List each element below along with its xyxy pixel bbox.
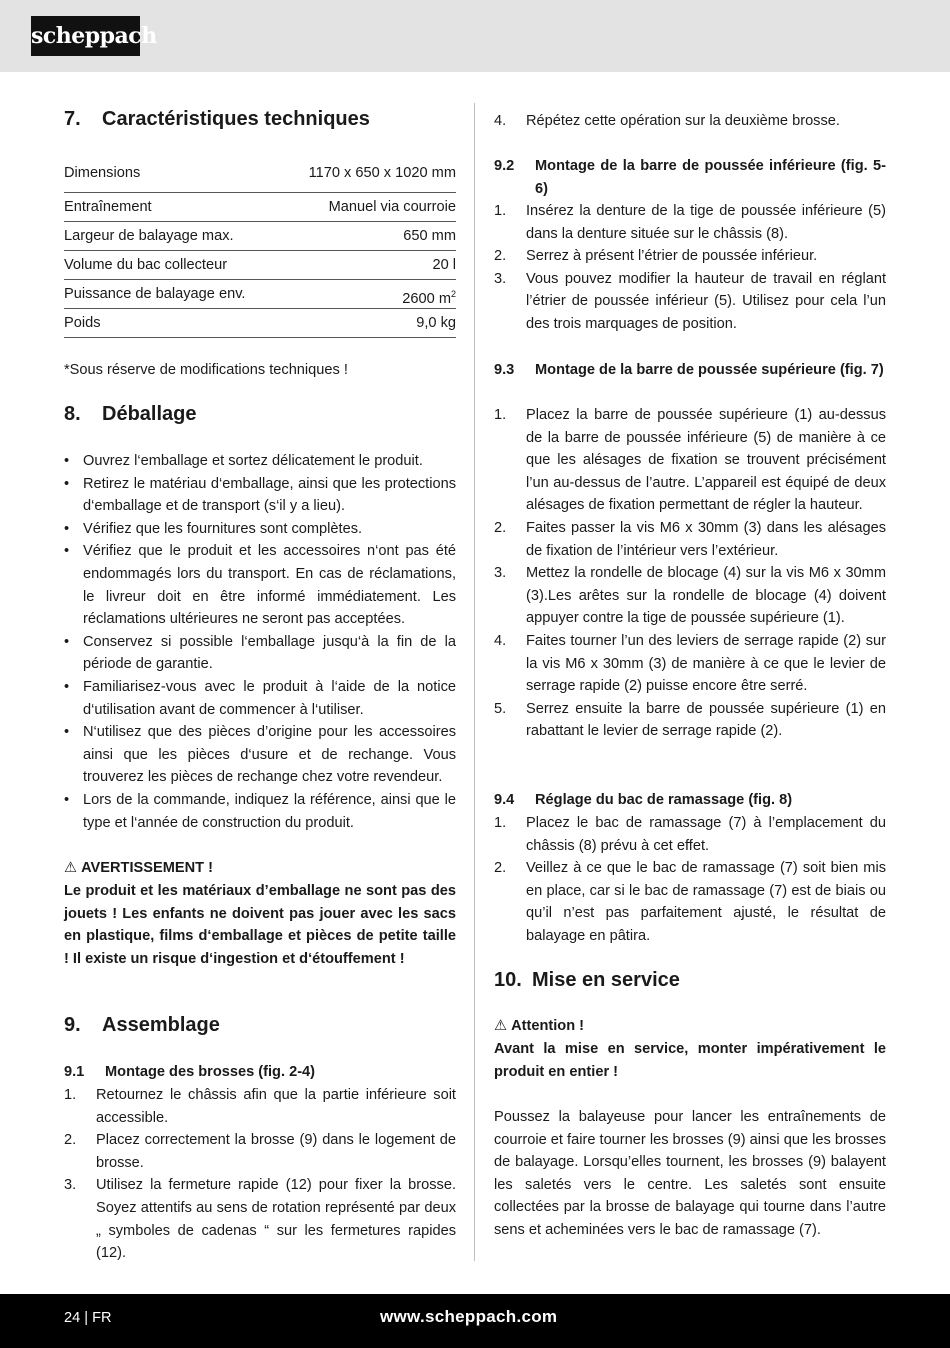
step-text: Placez correctement la brosse (9) dans le logement de brosse. <box>96 1132 456 1171</box>
spec-label: Poids <box>64 315 101 331</box>
step-number: 3. <box>494 565 507 582</box>
list-item <box>64 676 456 721</box>
list-item-text: Ouvrez l‘emballage et sortez délicatement le produit. <box>83 453 423 469</box>
list-item-text: Retirez le matériau d‘emballage, ainsi que les protections d‘emballage et de transport (s‘il y a lieu). <box>83 475 456 515</box>
list-item-text: Lors de la commande, indiquez la référence, ainsi que le type et l‘année de construction du produit. <box>83 791 456 831</box>
list-item <box>494 245 886 268</box>
subsection-9-1-heading <box>64 1061 456 1084</box>
warning-title <box>64 857 456 880</box>
bullet: • <box>64 520 70 537</box>
spec-row <box>64 280 456 309</box>
step-number: 3. <box>494 270 507 287</box>
spec-note: *Sous réserve de modifications techniques ! <box>64 362 348 378</box>
list-item <box>64 631 456 676</box>
page-number: 24 | FR <box>64 1310 112 1326</box>
subsection-number: 9.4 <box>494 792 515 808</box>
section-title: Déballage <box>102 403 197 425</box>
step-text: Utilisez la fermeture rapide (12) pour fixer la brosse. Soyez attentifs au sens de rotation représenté par deux „ symboles de cadenas “ sur les fermetures rapides (12). <box>96 1177 456 1262</box>
collector-steps <box>494 812 886 948</box>
spec-value: Manuel via courroie <box>328 199 456 215</box>
warning-text: Le produit et les matériaux d’emballage ne sont pas des jouets ! Les enfants ne doivent pas jouer avec les sacs en plastique, films d‘emballage et pièces de petite taille ! Il existe un risque d‘ingestion et d‘étouffement ! <box>64 883 456 967</box>
section-number: 9. <box>64 1014 81 1036</box>
step-text: Faites passer la vis M6 x 30mm (3) dans les alésages de fixation de l’intérieur vers l’extérieur. <box>526 519 886 559</box>
step-text: Vous pouvez modifier la hauteur de travail en réglant l’étrier de poussée inférieur (5). Utilisez pour cela l’un des trois marquages de position. <box>526 270 886 332</box>
step-text: Veillez à ce que le bac de ramassage (7) soit bien mis en place, car si le bac de ramassage (7) est de biais ou qu’il n’est pas parfaitement ajusté, le résultat de balayage en pâtira. <box>526 860 886 944</box>
attention-text: Avant la mise en service, monter impérativement le produit en entier ! <box>494 1041 886 1080</box>
bullet: • <box>64 453 70 469</box>
bullet: • <box>64 678 70 695</box>
bullet: • <box>64 543 70 560</box>
list-item-text: Familiarisez-vous avec le produit à l‘aide de la notice d‘utilisation avant de commencer à l‘utiliser. <box>83 678 456 718</box>
step-number: 1. <box>494 407 507 423</box>
section-9-heading <box>64 1013 456 1037</box>
step-text: Mettez la rondelle de blocage (4) sur la vis M6 x 30mm (3).Les arêtes sur la rondelle de blocage (4) doivent appuyer contre la tige de poussée supérieure (1). <box>526 565 886 627</box>
list-item <box>494 200 886 245</box>
subsection-title: Montage de la barre de poussée inférieure (fig. 5-6) <box>535 158 886 197</box>
list-item-text: Vérifiez que le produit et les accessoires n‘ont pas été endommagés lors du transport. En cas de réclamations, le livreur doit en être informé immédiatement. Les réclamations ultérieures ne seront pas acceptées. <box>83 543 456 628</box>
spec-row <box>64 193 456 222</box>
list-item <box>494 110 886 133</box>
list-item <box>64 473 456 518</box>
bullet: • <box>64 724 70 741</box>
warning-icon: ⚠ <box>494 1018 508 1034</box>
step-text: Faites tourner l’un des leviers de serrage rapide (2) sur la vis M6 x 30mm (3) de manière à ce que le levier de serrage rapide (2) puisse encore être serré. <box>526 632 886 695</box>
step-number: 4. <box>494 632 507 649</box>
spec-row <box>64 309 456 338</box>
warning-title-text: AVERTISSEMENT ! <box>81 860 213 876</box>
section-10-heading <box>494 968 886 992</box>
bullet: • <box>64 475 70 492</box>
section-title: Caractéristiques techniques <box>102 108 370 130</box>
list-item <box>494 698 886 743</box>
step-number: 2. <box>494 860 507 877</box>
list-item <box>64 518 456 541</box>
brush-steps-continued <box>494 110 886 133</box>
section-title: Mise en service <box>532 969 680 991</box>
list-item <box>494 517 886 562</box>
section-8-heading <box>64 402 456 426</box>
spec-value: 1170 x 650 x 1020 mm <box>308 165 456 181</box>
step-text: Retournez le châssis afin que la partie inférieure soit accessible. <box>96 1087 456 1126</box>
website-link[interactable]: www.scheppach.com <box>380 1307 558 1326</box>
unpacking-bullets <box>64 450 456 834</box>
scheppach-logo: scheppach <box>31 16 140 56</box>
step-number: 2. <box>64 1132 77 1149</box>
footer-bar <box>0 1294 950 1348</box>
list-item-text: Conservez si possible l‘emballage jusqu‘à la fin de la période de garantie. <box>83 633 456 673</box>
subsection-9-2-heading <box>494 155 886 200</box>
header-bar <box>0 0 950 72</box>
subsection-title: Réglage du bac de ramassage (fig. 8) <box>535 792 793 808</box>
list-item <box>64 1084 456 1129</box>
operation-body: Poussez la balayeuse pour lancer les entraînements de courroie et faire tourner les brosses (9) ainsi que les brosses de balayage. Lorsqu’elles tournent, les brosses (9) balayent les saletés vers le centre. Les saletés sont ensuite collectées par la brosse de balayage qui tourne dans l’autre sens et acheminées vers le bac de ramassage (7). <box>494 1109 886 1238</box>
section-number: 8. <box>64 403 81 425</box>
spec-row <box>64 251 456 280</box>
section-number: 10. <box>494 969 522 991</box>
step-text: Placez le bac de ramassage (7) à l’emplacement du châssis (8) prévu à cet effet. <box>526 815 886 854</box>
step-number: 3. <box>64 1177 77 1194</box>
spec-value: 650 mm <box>403 228 456 244</box>
section-7-heading <box>64 107 456 131</box>
section-title: Assemblage <box>102 1014 220 1036</box>
step-text: Répétez cette opération sur la deuxième brosse. <box>526 113 840 129</box>
step-number: 4. <box>494 113 507 129</box>
spec-value-superscript: 2 <box>450 289 456 299</box>
spec-value: 20 l <box>432 257 456 273</box>
attention-title <box>494 1015 886 1038</box>
brush-steps <box>64 1084 456 1265</box>
attention-title-text: Attention ! <box>511 1018 585 1034</box>
column-divider <box>474 103 475 1261</box>
list-item <box>64 540 456 630</box>
step-text: Placez la barre de poussée supérieure (1) au-dessus de la barre de poussée inférieure (5) de manière à ce que les alésages de fixation se trouvent précisément l’un au-dessus de l’autre. L’appareil est équipé de deux alésages de fixation permettant de régler la hauteur. <box>526 407 886 514</box>
step-text: Insérez la denture de la tige de poussée inférieure (5) dans la denture située sur le châssis (8). <box>526 203 886 242</box>
warning-icon: ⚠ <box>64 860 78 876</box>
list-item <box>64 789 456 834</box>
spec-row <box>64 160 456 193</box>
step-text: Serrez ensuite la barre de poussée supérieure (1) en rabattant le levier de serrage rapide (2). <box>526 700 886 740</box>
spec-value <box>402 280 456 308</box>
spec-table <box>64 160 456 338</box>
subsection-9-3-heading <box>494 359 886 382</box>
upper-bar-steps <box>494 404 886 743</box>
bullet: • <box>64 791 70 808</box>
step-number: 1. <box>494 203 507 219</box>
list-item <box>494 630 886 698</box>
subsection-title: Montage des brosses (fig. 2-4) <box>105 1064 316 1080</box>
list-item <box>494 812 886 857</box>
subsection-number: 9.3 <box>494 362 515 378</box>
list-item <box>64 1174 456 1264</box>
spec-label: Puissance de balayage env. <box>64 286 246 302</box>
list-item <box>494 857 886 947</box>
step-number: 2. <box>494 519 507 536</box>
list-item <box>494 562 886 630</box>
step-number: 1. <box>64 1087 77 1103</box>
list-item <box>494 404 886 517</box>
step-number: 5. <box>494 700 507 717</box>
step-number: 1. <box>494 815 507 831</box>
subsection-title: Montage de la barre de poussée supérieure (fig. 7) <box>535 362 884 378</box>
step-number: 2. <box>494 248 507 265</box>
lower-bar-steps <box>494 200 886 336</box>
subsection-9-4-heading <box>494 789 886 812</box>
spec-row <box>64 222 456 251</box>
spec-label: Largeur de balayage max. <box>64 228 234 244</box>
spec-label: Dimensions <box>64 165 141 181</box>
section-number: 7. <box>64 108 81 130</box>
list-item <box>64 1129 456 1174</box>
spec-value-text: 2600 m <box>402 290 451 307</box>
step-text: Serrez à présent l’étrier de poussée inférieur. <box>526 248 818 265</box>
list-item <box>64 450 456 473</box>
subsection-number: 9.1 <box>64 1064 85 1080</box>
bullet: • <box>64 633 70 650</box>
spec-value: 9,0 kg <box>416 315 456 331</box>
subsection-number: 9.2 <box>494 158 515 174</box>
list-item-text: Vérifiez que les fournitures sont complètes. <box>83 520 363 537</box>
spec-label: Volume du bac collecteur <box>64 257 228 273</box>
list-item <box>494 268 886 336</box>
list-item <box>64 721 456 789</box>
spec-label: Entraînement <box>64 199 152 215</box>
list-item-text: N‘utilisez que des pièces d’origine pour les accessoires ainsi que les pièces d‘usure et de rechange. Vous trouverez les pièces de rechange chez votre revendeur. <box>83 724 456 786</box>
